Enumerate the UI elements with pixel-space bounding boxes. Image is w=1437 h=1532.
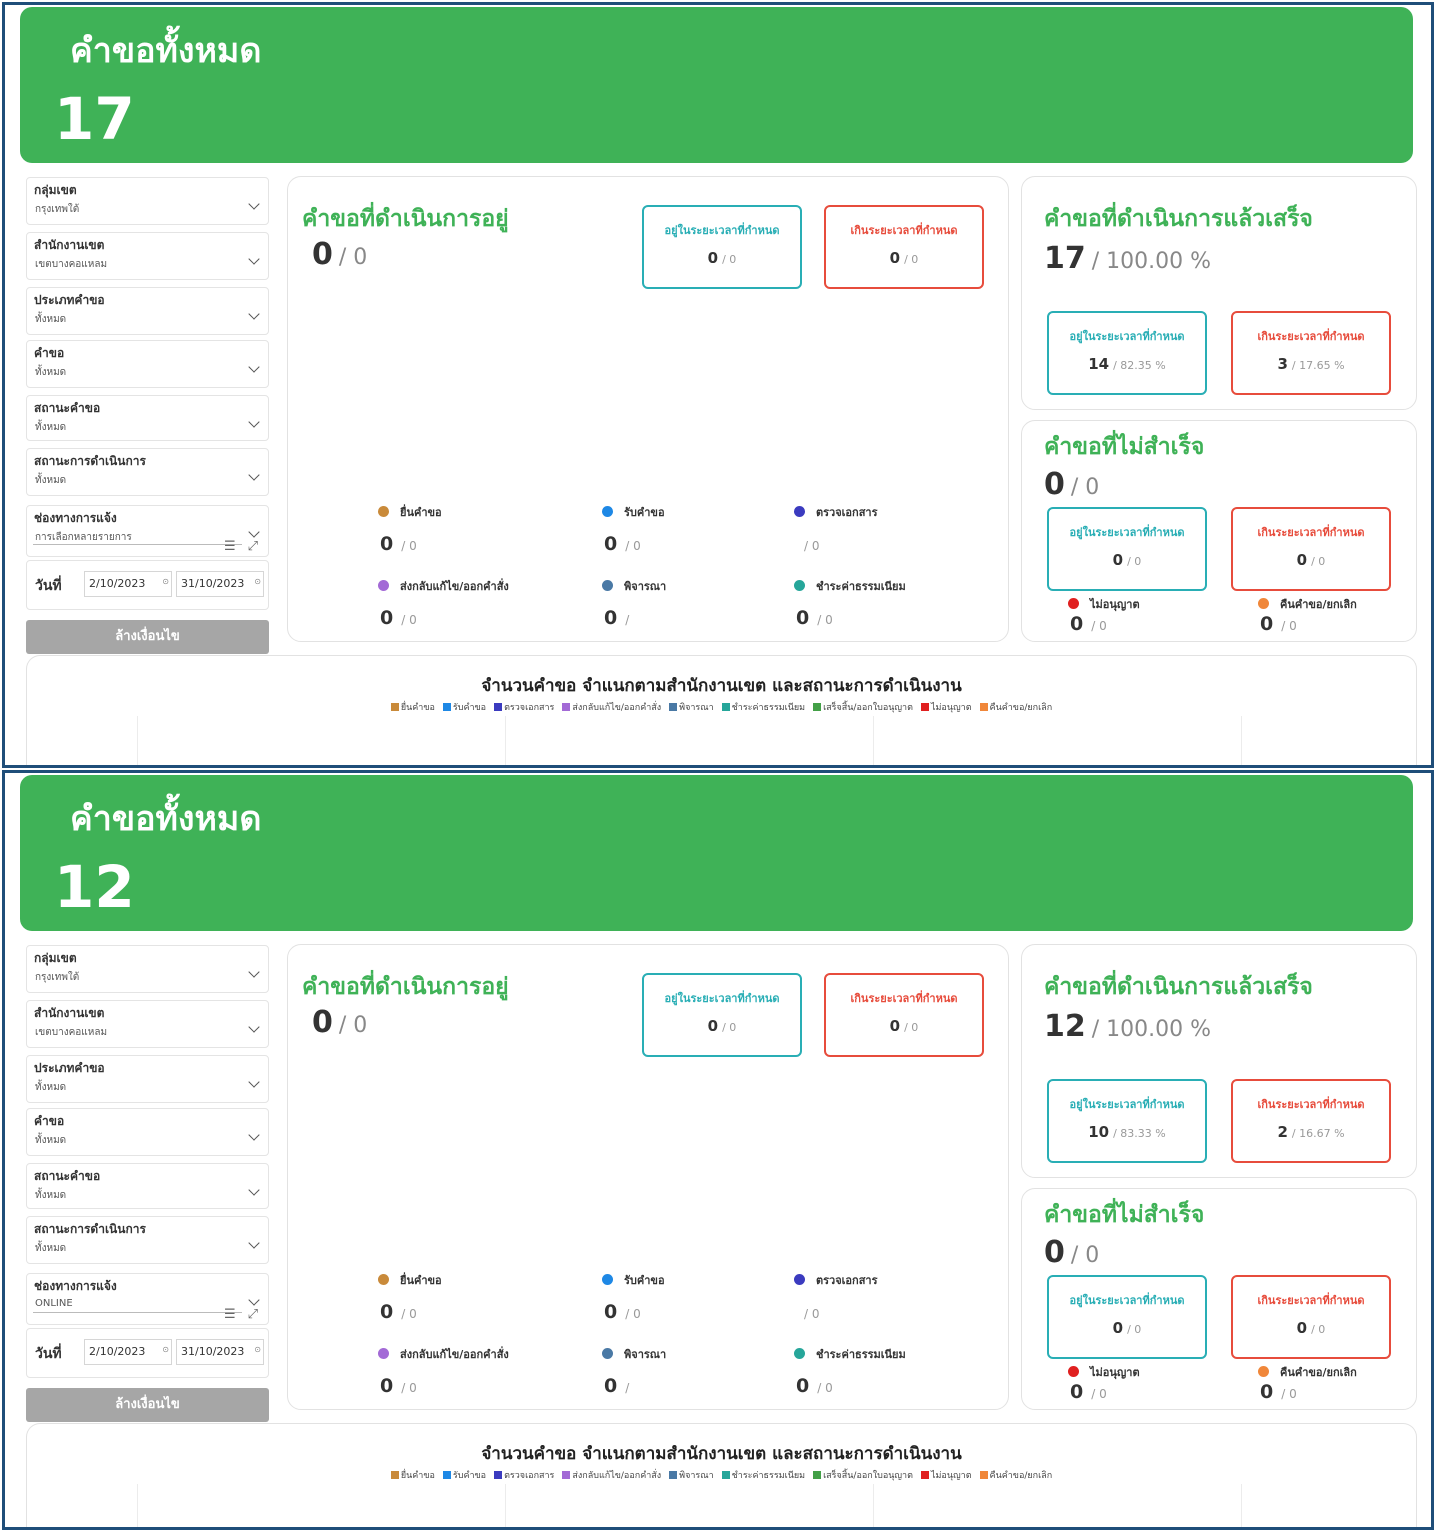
visual-header-icons bbox=[212, 539, 258, 554]
status-dot-icon bbox=[378, 1274, 389, 1285]
chart-legend bbox=[27, 1468, 1416, 1482]
chevron-down-icon[interactable] bbox=[248, 526, 259, 537]
legend-swatch-icon bbox=[494, 1471, 502, 1479]
kpi-value: 0 / 0 bbox=[380, 1375, 417, 1397]
kpi-value: 0 / 0 bbox=[1260, 613, 1297, 635]
inprogress-title: คำขอที่ดำเนินการอยู่ bbox=[302, 206, 509, 232]
filter-label: กลุ่มเขต bbox=[34, 951, 77, 965]
chart-title: จำนวนคำขอ จำแนกตามสำนักงานเขต และสถานะการดำเนินงาน bbox=[481, 676, 962, 696]
within-label: อยู่ในระยะเวลาที่กำหนด bbox=[1069, 1098, 1185, 1111]
status-dot-icon bbox=[602, 1348, 613, 1359]
legend-label: คืนคำขอ/ยกเลิก bbox=[989, 703, 1053, 713]
chevron-down-icon[interactable] bbox=[248, 1237, 259, 1248]
completed-within-box bbox=[1047, 1079, 1207, 1163]
chevron-down-icon[interactable] bbox=[248, 1294, 259, 1305]
legend-label: ยื่นคำขอ bbox=[400, 1471, 435, 1481]
chevron-down-icon[interactable] bbox=[248, 1129, 259, 1140]
status-dot-icon bbox=[1258, 598, 1269, 609]
legend-swatch-icon bbox=[443, 703, 451, 711]
legend-swatch-icon bbox=[813, 1471, 821, 1479]
chart-card bbox=[26, 1423, 1417, 1530]
legend-label: ไม่อนุญาต bbox=[930, 1471, 972, 1481]
filter-dropdown[interactable] bbox=[26, 1000, 269, 1048]
chevron-down-icon[interactable] bbox=[248, 253, 259, 264]
status-dot-icon bbox=[378, 506, 389, 517]
over-value: 0 / 0 bbox=[889, 249, 919, 267]
filter-dropdown[interactable] bbox=[26, 232, 269, 280]
legend-item bbox=[669, 1468, 714, 1482]
filter-selected-value: กรุงเทพใต้ bbox=[35, 972, 80, 983]
status-dot-icon bbox=[378, 1348, 389, 1359]
kpi-label: คืนคำขอ/ยกเลิก bbox=[1280, 598, 1357, 611]
filter-sidebar bbox=[26, 175, 269, 655]
inprogress-card bbox=[287, 176, 1009, 642]
kpi-value: 0 / bbox=[604, 607, 630, 629]
date-to-input[interactable]: 31/10/2023 ⊙ bbox=[176, 1339, 264, 1365]
legend-label: พิจารณา bbox=[679, 1471, 714, 1481]
status-dot-icon bbox=[794, 506, 805, 517]
filter-label: ช่องทางการแจ้ง bbox=[34, 1279, 117, 1293]
legend-item bbox=[722, 1468, 805, 1482]
legend-swatch-icon bbox=[669, 703, 677, 711]
filter-label: คำขอ bbox=[34, 346, 65, 360]
filter-sidebar bbox=[26, 943, 269, 1423]
inprogress-card bbox=[287, 944, 1009, 1410]
over-label: เกินระยะเวลาที่กำหนด bbox=[1257, 526, 1365, 539]
expand-icon[interactable]: ⤢ bbox=[247, 539, 258, 554]
chart-legend bbox=[27, 700, 1416, 714]
kpi-value: 0 / 0 bbox=[380, 533, 417, 555]
legend-swatch-icon bbox=[391, 703, 399, 711]
chevron-down-icon[interactable] bbox=[248, 469, 259, 480]
date-label: วันที่ bbox=[35, 578, 62, 594]
legend-swatch-icon bbox=[980, 703, 988, 711]
legend-swatch-icon bbox=[669, 1471, 677, 1479]
legend-label: พิจารณา bbox=[679, 703, 714, 713]
kpi-label: รับคำขอ bbox=[624, 1274, 665, 1287]
filter-dropdown[interactable] bbox=[26, 1163, 269, 1209]
kpi-value: 0 / 0 bbox=[1070, 1381, 1107, 1403]
total-requests-title: คำขอทั้งหมด bbox=[70, 799, 262, 839]
over-label: เกินระยะเวลาที่กำหนด bbox=[1257, 1294, 1365, 1307]
chart-gridline bbox=[873, 716, 874, 768]
filter-dropdown[interactable] bbox=[26, 505, 269, 557]
completed-title: คำขอที่ดำเนินการแล้วเสร็จ bbox=[1044, 206, 1313, 232]
kpi-value: 0 / 0 bbox=[380, 1301, 417, 1323]
failed-within-box bbox=[1047, 1275, 1207, 1359]
legend-item bbox=[562, 700, 661, 714]
over-label: เกินระยะเวลาที่กำหนด bbox=[850, 224, 958, 237]
filter-selected-value: ทั้งหมด bbox=[35, 1135, 67, 1146]
kpi-label: ชำระค่าธรรมเนียม bbox=[816, 1348, 906, 1361]
legend-label: เสร็จสิ้น/ออกใบอนุญาต bbox=[823, 1471, 913, 1481]
chevron-down-icon[interactable] bbox=[248, 198, 259, 209]
clear-filters-button[interactable]: ล้างเงื่อนไข bbox=[26, 1388, 269, 1422]
status-dot-icon bbox=[602, 506, 613, 517]
date-range-filter bbox=[26, 1328, 269, 1378]
inprogress-count: 0 / 0 bbox=[312, 1005, 368, 1040]
chevron-down-icon[interactable] bbox=[248, 1021, 259, 1032]
kpi-label: ส่งกลับแก้ไข/ออกคำสั่ง bbox=[400, 1348, 509, 1361]
total-requests-banner bbox=[20, 7, 1413, 163]
filter-dropdown[interactable] bbox=[26, 177, 269, 225]
filter-label: ประเภทคำขอ bbox=[34, 1061, 105, 1075]
kpi-label: พิจารณา bbox=[624, 580, 667, 593]
within-value: 0 / 0 bbox=[1112, 1319, 1142, 1337]
legend-item bbox=[494, 1468, 554, 1482]
kpi-value: 0 / 0 bbox=[796, 607, 833, 629]
filter-dropdown[interactable] bbox=[26, 1055, 269, 1103]
inprogress-within-box bbox=[642, 205, 802, 289]
failed-title: คำขอที่ไม่สำเร็จ bbox=[1044, 434, 1205, 460]
kpi-label: ยื่นคำขอ bbox=[400, 1274, 442, 1287]
chart-gridline bbox=[1241, 1484, 1242, 1530]
legend-swatch-icon bbox=[722, 1471, 730, 1479]
chevron-down-icon[interactable] bbox=[248, 966, 259, 977]
failed-count: 0 / 0 bbox=[1044, 1235, 1100, 1270]
chevron-down-icon[interactable] bbox=[248, 1076, 259, 1087]
failed-over-box bbox=[1231, 1275, 1391, 1359]
legend-item bbox=[921, 700, 972, 714]
chevron-down-icon[interactable] bbox=[248, 308, 259, 319]
within-value: 14 / 82.35 % bbox=[1088, 355, 1166, 373]
within-label: อยู่ในระยะเวลาที่กำหนด bbox=[664, 992, 780, 1005]
over-label: เกินระยะเวลาที่กำหนด bbox=[850, 992, 958, 1005]
filter-label: ช่องทางการแจ้ง bbox=[34, 511, 117, 525]
filter-selected-value: ONLINE bbox=[35, 1298, 73, 1309]
completed-within-box bbox=[1047, 311, 1207, 395]
chart-gridline bbox=[137, 716, 138, 768]
filter-selected-value: ทั้งหมด bbox=[35, 1190, 67, 1201]
legend-swatch-icon bbox=[494, 703, 502, 711]
status-dot-icon bbox=[1068, 598, 1079, 609]
legend-item bbox=[669, 700, 714, 714]
completed-card bbox=[1021, 176, 1417, 410]
total-requests-count: 12 bbox=[54, 853, 135, 921]
chart-gridline bbox=[1241, 716, 1242, 768]
within-value: 0 / 0 bbox=[707, 249, 737, 267]
kpi-value: 0 / 0 bbox=[380, 607, 417, 629]
chart-gridline bbox=[505, 716, 506, 768]
dashboard-panel bbox=[2, 770, 1434, 1530]
legend-swatch-icon bbox=[921, 703, 929, 711]
filter-dropdown[interactable] bbox=[26, 448, 269, 496]
failed-title: คำขอที่ไม่สำเร็จ bbox=[1044, 1202, 1205, 1228]
failed-card bbox=[1021, 420, 1417, 642]
legend-label: เสร็จสิ้น/ออกใบอนุญาต bbox=[823, 703, 913, 713]
legend-label: คืนคำขอ/ยกเลิก bbox=[989, 1471, 1053, 1481]
legend-label: ตรวจเอกสาร bbox=[504, 703, 555, 713]
kpi-value: 0 / 0 bbox=[604, 1301, 641, 1323]
failed-count: 0 / 0 bbox=[1044, 467, 1100, 502]
completed-over-box bbox=[1231, 311, 1391, 395]
kpi-label: ไม่อนุญาต bbox=[1090, 1366, 1140, 1379]
filter-selected-value: การเลือกหลายรายการ bbox=[35, 532, 132, 543]
kpi-label: ยื่นคำขอ bbox=[400, 506, 442, 519]
completed-card bbox=[1021, 944, 1417, 1178]
date-to-input[interactable]: 31/10/2023 ⊙ bbox=[176, 571, 264, 597]
expand-icon[interactable]: ⤢ bbox=[247, 1307, 258, 1322]
legend-item bbox=[391, 700, 435, 714]
inprogress-within-box bbox=[642, 973, 802, 1057]
kpi-value: 0 / 0 bbox=[1260, 1381, 1297, 1403]
status-dot-icon bbox=[378, 580, 389, 591]
chevron-down-icon[interactable] bbox=[248, 416, 259, 427]
completed-count: 12 / 100.00 % bbox=[1044, 1009, 1212, 1044]
chart-gridline bbox=[873, 1484, 874, 1530]
filter-dropdown[interactable] bbox=[26, 1273, 269, 1325]
filter-dropdown[interactable] bbox=[26, 1108, 269, 1156]
filter-icon[interactable]: ☰ bbox=[223, 1307, 236, 1322]
legend-item bbox=[443, 700, 486, 714]
filter-dropdown[interactable] bbox=[26, 340, 269, 388]
legend-label: ชำระค่าธรรมเนียม bbox=[731, 703, 806, 713]
over-label: เกินระยะเวลาที่กำหนด bbox=[1257, 1098, 1365, 1111]
kpi-value: / 0 bbox=[804, 1307, 820, 1321]
chart-card bbox=[26, 655, 1417, 768]
inprogress-over-box bbox=[824, 973, 984, 1057]
status-dot-icon bbox=[794, 1274, 805, 1285]
kpi-value: 0 / 0 bbox=[604, 533, 641, 555]
total-requests-count: 17 bbox=[54, 85, 135, 153]
legend-label: ส่งกลับแก้ไข/ออกคำสั่ง bbox=[572, 703, 662, 713]
filter-label: สำนักงานเขต bbox=[34, 238, 105, 252]
over-value: 2 / 16.67 % bbox=[1277, 1123, 1345, 1141]
inprogress-count: 0 / 0 bbox=[312, 237, 368, 272]
kpi-value: 0 / bbox=[604, 1375, 630, 1397]
filter-selected-value: เขตบางคอแหลม bbox=[35, 259, 108, 270]
within-label: อยู่ในระยะเวลาที่กำหนด bbox=[664, 224, 780, 237]
legend-item bbox=[980, 700, 1053, 714]
within-value: 0 / 0 bbox=[1112, 551, 1142, 569]
filter-label: สถานะการดำเนินการ bbox=[34, 454, 146, 468]
kpi-label: พิจารณา bbox=[624, 1348, 667, 1361]
filter-underline bbox=[33, 1312, 242, 1313]
filter-underline bbox=[33, 544, 242, 545]
filter-selected-value: ทั้งหมด bbox=[35, 1082, 67, 1093]
legend-swatch-icon bbox=[443, 1471, 451, 1479]
status-dot-icon bbox=[602, 1274, 613, 1285]
clear-filters-button[interactable]: ล้างเงื่อนไข bbox=[26, 620, 269, 654]
legend-label: ตรวจเอกสาร bbox=[504, 1471, 555, 1481]
legend-item bbox=[562, 1468, 661, 1482]
failed-within-box bbox=[1047, 507, 1207, 591]
over-value: 0 / 0 bbox=[1296, 551, 1326, 569]
legend-item bbox=[980, 1468, 1053, 1482]
completed-title: คำขอที่ดำเนินการแล้วเสร็จ bbox=[1044, 974, 1313, 1000]
filter-label: สถานะคำขอ bbox=[34, 401, 101, 415]
kpi-value: / 0 bbox=[804, 539, 820, 553]
filter-selected-value: ทั้งหมด bbox=[35, 367, 67, 378]
filter-label: กลุ่มเขต bbox=[34, 183, 77, 197]
within-label: อยู่ในระยะเวลาที่กำหนด bbox=[1069, 1294, 1185, 1307]
completed-count: 17 / 100.00 % bbox=[1044, 241, 1212, 276]
status-dot-icon bbox=[602, 580, 613, 591]
legend-item bbox=[921, 1468, 972, 1482]
status-dot-icon bbox=[794, 580, 805, 591]
legend-label: ชำระค่าธรรมเนียม bbox=[731, 1471, 806, 1481]
legend-swatch-icon bbox=[921, 1471, 929, 1479]
chart-title: จำนวนคำขอ จำแนกตามสำนักงานเขต และสถานะการดำเนินงาน bbox=[481, 1444, 962, 1464]
visual-header-icons bbox=[212, 1307, 258, 1322]
kpi-label: ชำระค่าธรรมเนียม bbox=[816, 580, 906, 593]
inprogress-title: คำขอที่ดำเนินการอยู่ bbox=[302, 974, 509, 1000]
legend-label: รับคำขอ bbox=[452, 1471, 487, 1481]
failed-card bbox=[1021, 1188, 1417, 1410]
kpi-label: ตรวจเอกสาร bbox=[816, 1274, 878, 1287]
status-dot-icon bbox=[1068, 1366, 1079, 1377]
legend-label: รับคำขอ bbox=[452, 703, 487, 713]
legend-label: ส่งกลับแก้ไข/ออกคำสั่ง bbox=[572, 1471, 662, 1481]
chevron-down-icon[interactable] bbox=[248, 1184, 259, 1195]
date-label: วันที่ bbox=[35, 1346, 62, 1362]
total-requests-banner bbox=[20, 775, 1413, 931]
status-dot-icon bbox=[794, 1348, 805, 1359]
date-range-filter bbox=[26, 560, 269, 610]
filter-selected-value: เขตบางคอแหลม bbox=[35, 1027, 108, 1038]
status-dot-icon bbox=[1258, 1366, 1269, 1377]
kpi-label: ตรวจเอกสาร bbox=[816, 506, 878, 519]
kpi-value: 0 / 0 bbox=[796, 1375, 833, 1397]
filter-label: สำนักงานเขต bbox=[34, 1006, 105, 1020]
legend-item bbox=[494, 700, 554, 714]
legend-item bbox=[813, 1468, 913, 1482]
chevron-down-icon[interactable] bbox=[248, 361, 259, 372]
over-value: 3 / 17.65 % bbox=[1277, 355, 1345, 373]
kpi-label: ส่งกลับแก้ไข/ออกคำสั่ง bbox=[400, 580, 509, 593]
date-from-input[interactable]: 2/10/2023 ⊙ bbox=[84, 571, 172, 597]
kpi-label: คืนคำขอ/ยกเลิก bbox=[1280, 1366, 1357, 1379]
filter-selected-value: ทั้งหมด bbox=[35, 475, 67, 486]
filter-dropdown[interactable] bbox=[26, 1216, 269, 1264]
legend-swatch-icon bbox=[391, 1471, 399, 1479]
legend-swatch-icon bbox=[722, 703, 730, 711]
filter-label: สถานะคำขอ bbox=[34, 1169, 101, 1183]
over-value: 0 / 0 bbox=[1296, 1319, 1326, 1337]
date-from-input[interactable]: 2/10/2023 ⊙ bbox=[84, 1339, 172, 1365]
over-label: เกินระยะเวลาที่กำหนด bbox=[1257, 330, 1365, 343]
legend-swatch-icon bbox=[562, 703, 570, 711]
legend-item bbox=[391, 1468, 435, 1482]
failed-over-box bbox=[1231, 507, 1391, 591]
filter-label: สถานะการดำเนินการ bbox=[34, 1222, 146, 1236]
filter-dropdown[interactable] bbox=[26, 395, 269, 441]
chart-gridline bbox=[505, 1484, 506, 1530]
legend-swatch-icon bbox=[562, 1471, 570, 1479]
filter-selected-value: ทั้งหมด bbox=[35, 314, 67, 325]
filter-label: คำขอ bbox=[34, 1114, 65, 1128]
filter-selected-value: ทั้งหมด bbox=[35, 422, 67, 433]
within-value: 10 / 83.33 % bbox=[1088, 1123, 1166, 1141]
over-value: 0 / 0 bbox=[889, 1017, 919, 1035]
legend-label: ยื่นคำขอ bbox=[400, 703, 435, 713]
chart-gridline bbox=[137, 1484, 138, 1530]
legend-swatch-icon bbox=[813, 703, 821, 711]
kpi-value: 0 / 0 bbox=[1070, 613, 1107, 635]
legend-item bbox=[722, 700, 805, 714]
filter-selected-value: กรุงเทพใต้ bbox=[35, 204, 80, 215]
completed-over-box bbox=[1231, 1079, 1391, 1163]
filter-dropdown[interactable] bbox=[26, 945, 269, 993]
legend-item bbox=[813, 700, 913, 714]
within-label: อยู่ในระยะเวลาที่กำหนด bbox=[1069, 526, 1185, 539]
filter-dropdown[interactable] bbox=[26, 287, 269, 335]
legend-swatch-icon bbox=[980, 1471, 988, 1479]
total-requests-title: คำขอทั้งหมด bbox=[70, 31, 262, 71]
filter-label: ประเภทคำขอ bbox=[34, 293, 105, 307]
kpi-label: ไม่อนุญาต bbox=[1090, 598, 1140, 611]
within-label: อยู่ในระยะเวลาที่กำหนด bbox=[1069, 330, 1185, 343]
inprogress-over-box bbox=[824, 205, 984, 289]
dashboard-panel bbox=[2, 2, 1434, 768]
legend-item bbox=[443, 1468, 486, 1482]
filter-selected-value: ทั้งหมด bbox=[35, 1243, 67, 1254]
kpi-label: รับคำขอ bbox=[624, 506, 665, 519]
within-value: 0 / 0 bbox=[707, 1017, 737, 1035]
legend-label: ไม่อนุญาต bbox=[930, 703, 972, 713]
filter-icon[interactable]: ☰ bbox=[223, 539, 236, 554]
